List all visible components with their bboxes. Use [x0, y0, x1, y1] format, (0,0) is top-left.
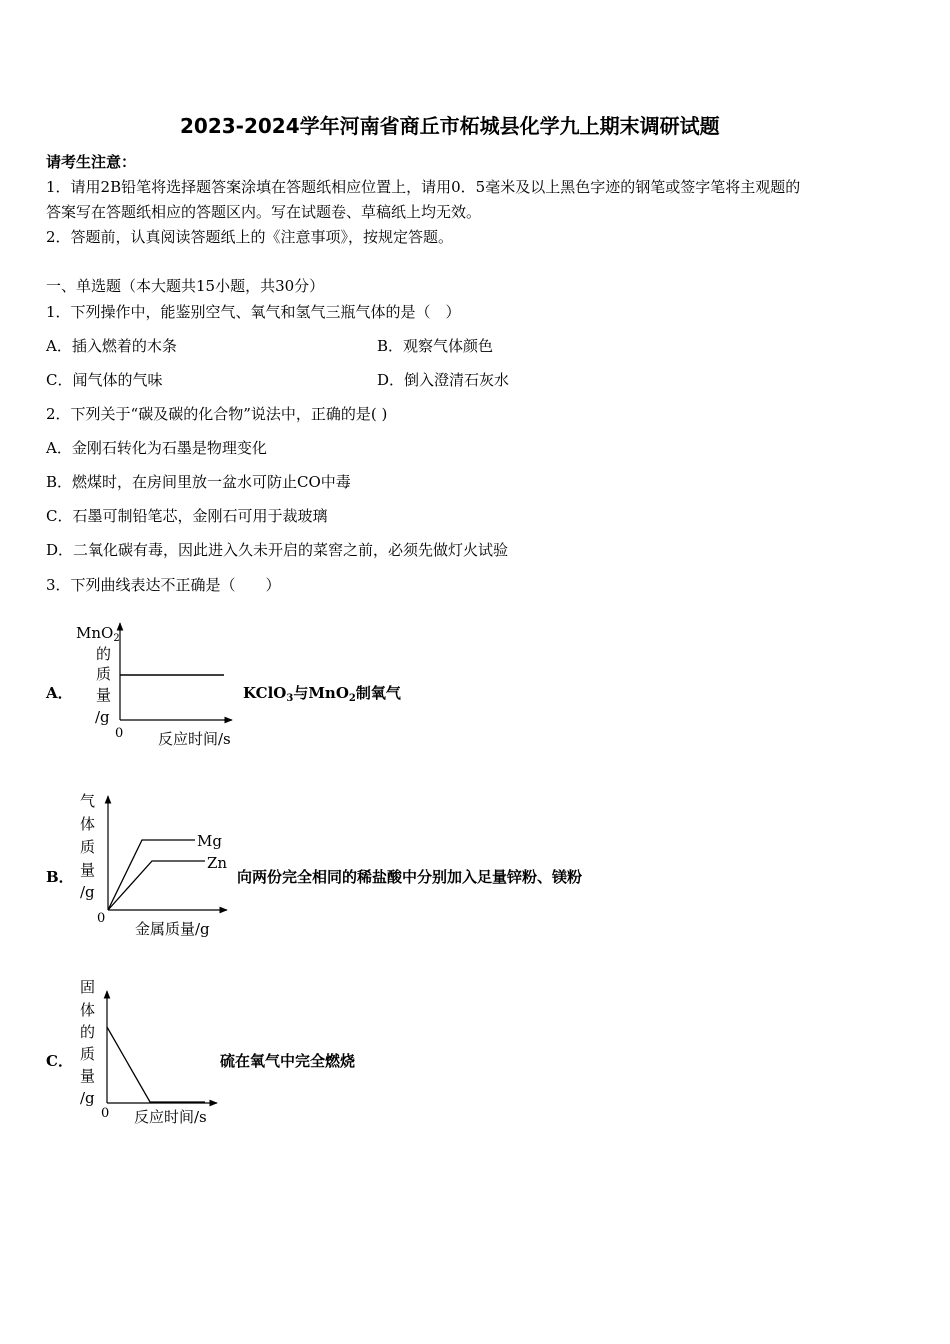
- q1-stem: 1．下列操作中，能鉴别空气、氧气和氢气三瓶气体的是（ ）: [46, 303, 461, 321]
- graph-c-curve: [107, 1027, 205, 1102]
- graph-c-origin: 0: [101, 1106, 110, 1121]
- q3-option-a-text: KClO$_3$与MnO$_2$制氧气: [243, 684, 401, 704]
- q1-option-c: C．闻气体的气味: [46, 371, 163, 389]
- graph-c-y-label-3: 的: [80, 1023, 96, 1041]
- notice-line-2: 2．答题前，认真阅读答题纸上的《注意事项》，按规定答题。: [46, 228, 454, 246]
- page-title: 2023-2024学年河南省商丘市柘城县化学九上期末调研试题: [180, 114, 720, 138]
- graph-b-curve-mg: [108, 840, 195, 910]
- q3-option-c-text: 硫在氧气中完全燃烧: [220, 1052, 356, 1070]
- graph-a-y-label-4: /g: [95, 708, 110, 726]
- graph-b-y-label-2: 体: [80, 815, 96, 833]
- q3-option-b-label: B．: [46, 868, 74, 886]
- q1-option-a: A．插入燃着的木条: [46, 337, 177, 355]
- graph-b-y-label-1: 气: [80, 792, 96, 810]
- graph-c-x-label: 反应时间/s: [134, 1108, 207, 1126]
- q3-option-b-text: 向两份完全相同的稀盐酸中分别加入足量锌粉、镁粉: [237, 868, 583, 886]
- graph-b-y-label-5: /g: [80, 883, 95, 901]
- q2-option-d: D．二氧化碳有毒，因此进入久未开启的菜窖之前，必须先做灯火试验: [46, 541, 509, 559]
- graph-b-y-label-4: 量: [80, 861, 96, 879]
- graph-c-y-label-1: 固: [80, 978, 96, 996]
- graph-b-x-label: 金属质量/g: [135, 920, 210, 938]
- graph-c-y-label-5: 量: [80, 1067, 96, 1085]
- graph-b-origin: 0: [97, 911, 106, 926]
- graph-a-y-label-3: 量: [96, 686, 112, 704]
- q3-option-a-label: A．: [46, 684, 73, 702]
- notice-line-1b: 答案写在答题纸相应的答题区内。写在试题卷、草稿纸上均无效。: [46, 203, 482, 221]
- graph-c: [95, 985, 225, 1110]
- graph-b-y-label-3: 质: [80, 838, 96, 856]
- graph-a-y-label-1: 的: [96, 645, 112, 663]
- notice-line-1: 1．请用2B铅笔将选择题答案涂填在答题纸相应位置上，请用0．5毫米及以上黑色字迹的钢笔或签字笔将主观题的: [46, 178, 801, 196]
- q3-option-c-label: C．: [46, 1052, 73, 1070]
- q1-option-d: D．倒入澄清石灰水: [377, 371, 510, 389]
- graph-c-y-label-2: 体: [80, 1001, 96, 1019]
- graph-c-y-label-6: /g: [80, 1089, 95, 1107]
- graph-a-y-label-top: MnO$_2$: [76, 624, 120, 644]
- section-heading: 一、单选题（本大题共15小题，共30分）: [46, 277, 325, 295]
- q1-option-b: B．观察气体颜色: [377, 337, 494, 355]
- q2-option-a: A．金刚石转化为石墨是物理变化: [46, 439, 267, 457]
- graph-a-y-label-2: 质: [96, 665, 112, 683]
- q3-stem: 3．下列曲线表达不正确是（ ）: [46, 576, 281, 594]
- notice-heading: 请考生注意：: [46, 153, 137, 171]
- graph-c-y-label-4: 质: [80, 1045, 96, 1063]
- q2-option-b: B．燃煤时，在房间里放一盆水可防止CO中毒: [46, 473, 351, 491]
- graph-a-x-label: 反应时间/s: [158, 730, 231, 748]
- q2-stem: 2．下列关于“碳及碳的化合物”说法中，正确的是( ): [46, 405, 388, 423]
- graph-b-curve-zn: [108, 861, 205, 910]
- graph-b-series-mg: Mg: [197, 832, 222, 850]
- graph-b-series-zn: Zn: [207, 854, 228, 872]
- q2-option-c: C．石墨可制铅笔芯，金刚石可用于裁玻璃: [46, 507, 328, 525]
- graph-a-origin: 0: [115, 726, 124, 741]
